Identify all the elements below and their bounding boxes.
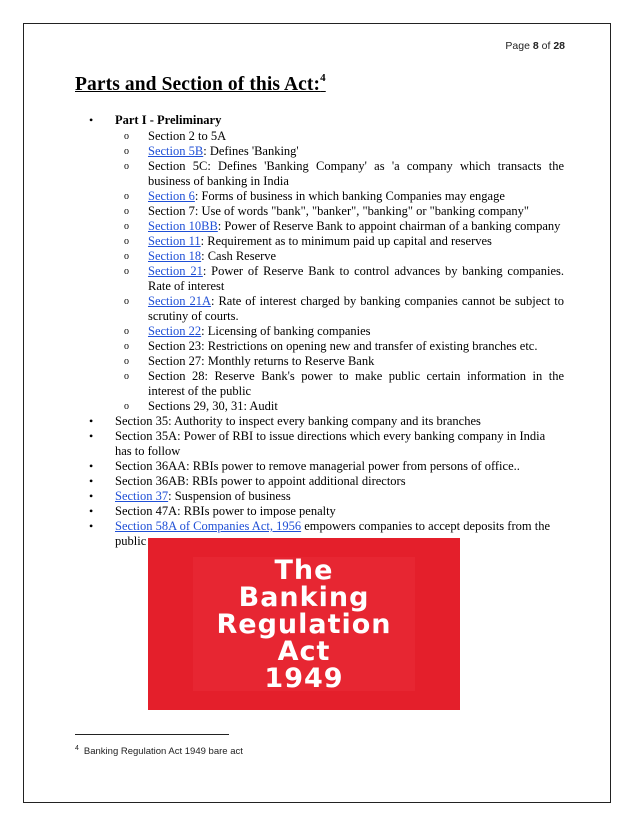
section-text: Section 5C: Defines 'Banking Company' as 'a company which transacts the business of banking in India — [148, 159, 564, 188]
section-item — [80, 429, 564, 459]
section-text: : Requirement as to minimum paid up capital and reserves — [200, 234, 492, 248]
section-link[interactable]: Section 5B — [148, 144, 204, 158]
footnote-text: Banking Regulation Act 1949 bare act — [83, 746, 243, 757]
section-text: Section 23: Restrictions on opening new and transfer of existing branches etc. — [148, 339, 538, 353]
section-heading — [75, 72, 326, 96]
part-sections-list — [115, 129, 564, 414]
section-item — [115, 249, 564, 264]
part-item — [80, 113, 564, 414]
section-item — [115, 324, 564, 339]
section-text: : Forms of business in which banking Companies may engage — [194, 189, 505, 203]
section-item — [115, 189, 564, 204]
section-link[interactable]: Section 21 — [148, 264, 203, 278]
section-item — [115, 294, 564, 324]
section-item — [115, 339, 564, 354]
section-text: Section 7: Use of words "bank", "banker", "banking" or "banking company" — [148, 204, 530, 218]
act-logo-text: The Banking Regulation Act 1949 — [216, 554, 392, 694]
section-text: Section 36AA: RBIs power to remove managerial power from persons of office.. — [115, 459, 520, 473]
section-text: : Power of Reserve Bank to control advances by banking companies. Rate of interest — [148, 264, 564, 293]
sections-content — [80, 113, 564, 549]
heading-text: Parts and Section of this Act: — [75, 74, 321, 95]
section-item — [115, 264, 564, 294]
section-link[interactable]: Section 22 — [148, 324, 202, 338]
section-item — [80, 504, 564, 519]
section-text: : Cash Reserve — [201, 249, 277, 263]
section-text: : Rate of interest charged by banking companies cannot be subject to scrutiny of courts. — [148, 294, 565, 323]
section-item — [115, 219, 564, 234]
page-current: 8 — [532, 40, 539, 52]
footnote-number: 4 — [75, 745, 79, 752]
section-text: Section 47A: RBIs power to impose penalty — [115, 504, 336, 518]
part-title: Part I - Preliminary — [115, 113, 222, 127]
page-of: of — [541, 40, 551, 52]
section-text: : Suspension of business — [168, 489, 291, 503]
section-text: Section 27: Monthly returns to Reserve Bank — [148, 354, 375, 368]
section-text: : Licensing of banking companies — [201, 324, 371, 338]
act-logo-image — [148, 538, 460, 710]
section-item — [115, 159, 564, 189]
section-link[interactable]: Section 11 — [148, 234, 201, 248]
section-item — [115, 354, 564, 369]
section-link[interactable]: Section 18 — [148, 249, 202, 263]
page-number — [505, 40, 565, 52]
section-link[interactable]: Section 58A of Companies Act, 1956 — [115, 519, 302, 533]
section-text: Section 35: Authority to inspect every banking company and its branches — [115, 414, 481, 428]
section-text: Sections 29, 30, 31: Audit — [148, 399, 278, 413]
section-text: : Power of Reserve Bank to appoint chairman of a banking company — [217, 219, 561, 233]
page-total: 28 — [553, 40, 565, 52]
section-text: Section 2 to 5A — [148, 129, 227, 143]
section-link[interactable]: Section 6 — [148, 189, 195, 203]
section-link[interactable]: Section 21A — [148, 294, 211, 308]
section-link[interactable]: Section 10BB — [148, 219, 218, 233]
section-item — [115, 399, 564, 414]
section-item — [80, 474, 564, 489]
page-label: Page — [505, 40, 530, 52]
section-text: Section 28: Reserve Bank's power to make public certain information in the interest of the public — [148, 369, 564, 398]
section-item — [80, 489, 564, 504]
section-item — [80, 459, 564, 474]
section-item — [80, 414, 564, 429]
section-item — [115, 144, 564, 159]
section-item — [115, 204, 564, 219]
section-item — [115, 234, 564, 249]
section-text: Section 35A: Power of RBI to issue directions which every banking company in India has to follow — [115, 429, 546, 458]
act-logo-panel — [193, 554, 415, 694]
section-text: : Defines 'Banking' — [203, 144, 299, 158]
section-item — [115, 369, 564, 399]
section-link[interactable]: Section 37 — [115, 489, 169, 503]
footnote-divider — [75, 734, 229, 735]
footnote — [75, 745, 243, 757]
heading-footnote-ref[interactable]: 4 — [320, 72, 326, 84]
section-text: empowers companies to accept deposits from the public — [115, 519, 550, 548]
section-item — [115, 129, 564, 144]
section-text: Section 36AB: RBIs power to appoint additional directors — [115, 474, 406, 488]
sections-list — [80, 113, 564, 549]
